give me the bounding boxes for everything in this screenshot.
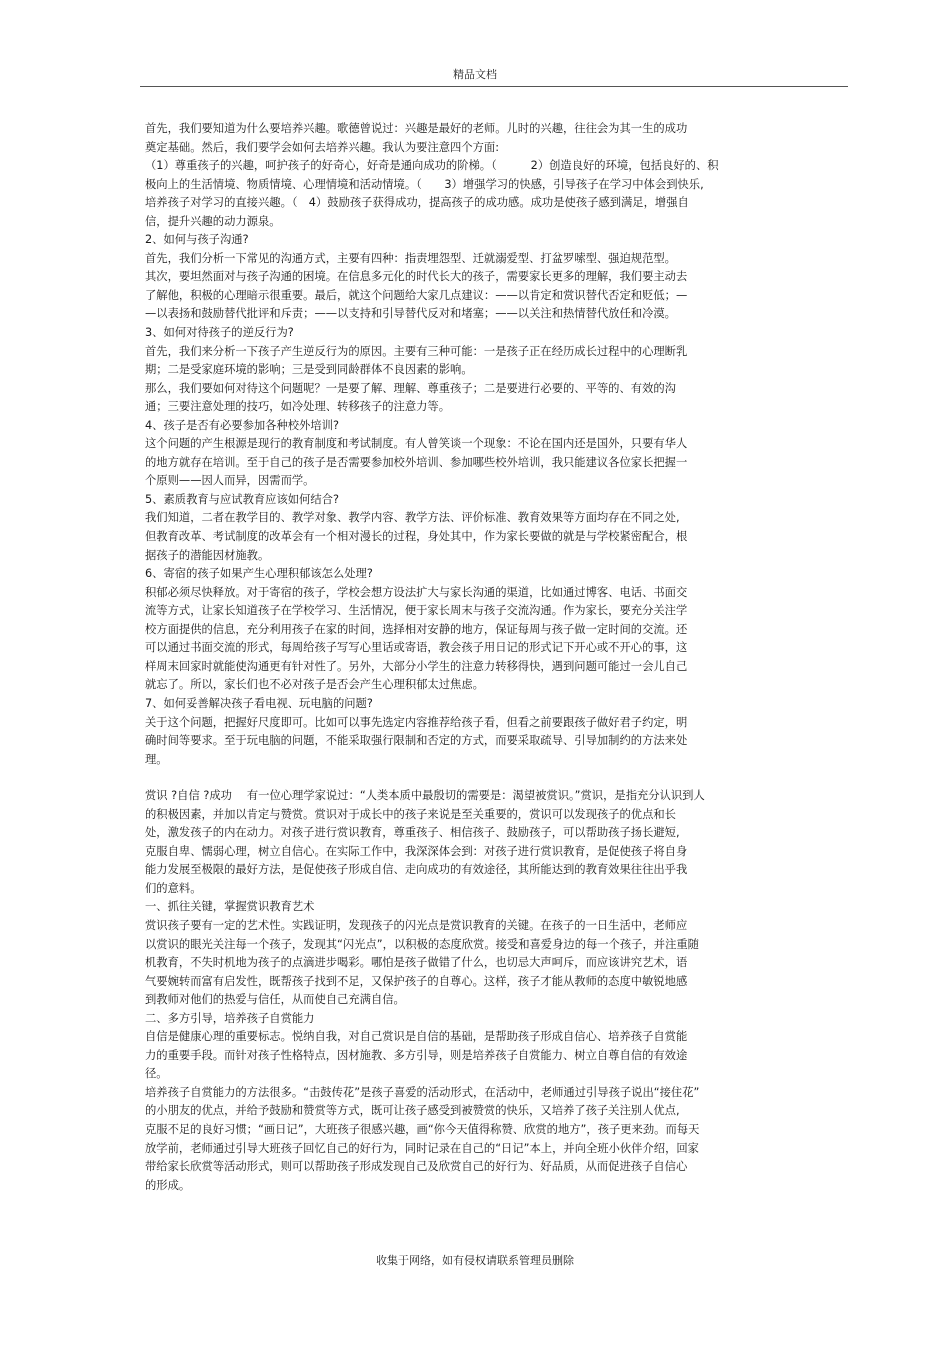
header-divider [140, 86, 848, 87]
document-body [145, 120, 815, 1195]
text-line: 自信是健康心理的重要标志。悦纳自我，对自己赏识是自信的基础，是帮助孩子形成自信心、培养孩子自赏能 [145, 1030, 688, 1044]
qa-section [145, 120, 815, 769]
text-line: 期；二是受家庭环境的影响；三是受到同龄群体不良因素的影响。 [145, 363, 473, 377]
text-line: 确时间等要求。至于玩电脑的问题，不能采取强行限制和否定的方式，而要采取疏导、引导加制约的方法来处 [145, 734, 688, 748]
text-line: 6、寄宿的孩子如果产生心理积郁该怎么处理? [145, 567, 373, 581]
text-line: 克服不足的良好习惯；“画日记”，大班孩子很感兴趣，画“你今天值得称赞、欣赏的地方”，孩子更来劲。而每天 [145, 1122, 700, 1136]
text-line: 样周末回家时就能使沟通更有针对性了。另外，大部分小学生的注意力转移得快，遇到问题可能过一会儿自己 [145, 659, 688, 673]
text-line: 4、孩子是否有必要参加各种校外培训? [145, 418, 339, 432]
text-line: 但教育改革、考试制度的改革会有一个相对漫长的过程，身处其中，作为家长要做的就是与学校紧密配合，根 [145, 530, 688, 544]
text-line: 校方面提供的信息，充分利用孩子在家的时间，选择相对安静的地方，保证每周与孩子做一定时间的交流。还 [145, 622, 688, 636]
text-line: 2、如何与孩子沟通? [145, 233, 249, 247]
appreciation-section [145, 787, 815, 1195]
page-header: 精品文档 [453, 68, 497, 81]
text-line: 的积极因素，并加以肯定与赞赏。赏识对于成长中的孩子来说是至关重要的，赏识可以发现孩子的优点和长 [145, 807, 676, 821]
text-line: 首先，我们要知道为什么要培养兴趣。歌德曾说过：兴趣是最好的老师。儿时的兴趣，往往会为其一生的成功 [145, 122, 688, 135]
text-line: 能力发展至极限的最好方法，是促使孩子形成自信、走向成功的有效途径，其所能达到的教育效果往往出乎我 [145, 863, 688, 877]
text-line: 3、如何对待孩子的逆反行为? [145, 326, 294, 340]
text-line: —以表扬和鼓励替代批评和斥责；——以支持和引导替代反对和堵塞；——以关注和热情替代放任和冷漠。 [145, 307, 676, 321]
text-line: 首先，我们分析一下常见的沟通方式，主要有四种：指责埋怨型、迁就溺爱型、打盆罗嗦型、强迫规范型。 [145, 251, 676, 265]
text-line: 们的意料。 [145, 881, 202, 895]
text-line: 二、多方引导，培养孩子自赏能力 [145, 1011, 315, 1025]
text-line: 7、如何妥善解决孩子看电视、玩电脑的问题? [145, 696, 373, 710]
text-line: 培养孩子对学习的直接兴趣。（ 4）鼓励孩子获得成功，提高孩子的成功感。成功是使孩子感到满足，增强自 [145, 196, 689, 210]
text-line: 流等方式，让家长知道孩子在学校学习、生活情况，便于家长周末与孩子交流沟通。作为家长，要充分关注学 [145, 604, 688, 618]
text-line: 的形成。 [145, 1178, 191, 1192]
text-line: 那么，我们要如何对待这个问题呢？一是要了解、理解、尊重孩子；二是要进行必要的、平等的、有效的沟 [145, 381, 676, 395]
text-line: 气要婉转而富有启发性，既帮孩子找到不足，又保护孩子的自尊心。这样，孩子才能从教师的态度中敏锐地感 [145, 974, 688, 988]
page-footer: 收集于网络，如有侵权请联系管理员删除 [376, 1254, 574, 1267]
text-line: 机教育，不失时机地为孩子的点滴进步喝彩。哪怕是孩子做错了什么，也切忌大声呵斥，而应该讲究艺术，语 [145, 956, 688, 970]
text-line: 通；三要注意处理的技巧，如冷处理、转移孩子的注意力等。 [145, 400, 451, 414]
text-line: 赏识 ?自信 ?成功 有一位心理学家说过：“人类本质中最殷切的需要是：渴望被赏识。”赏识，是指充分认识到人 [145, 789, 705, 803]
text-line: （1）尊重孩子的兴趣，呵护孩子的好奇心，好奇是通向成功的阶梯。（ 2）创造良好的环境，包括良好的、积 [145, 159, 719, 173]
text-line: 的地方就存在培训。至于自己的孩子是否需要参加校外培训、参加哪些校外培训，我只能建议各位家长把握一 [145, 455, 688, 469]
text-line: 径。 [145, 1067, 168, 1081]
text-line: 了解他，积极的心理暗示很重要。最后，就这个问题给大家几点建议：——以肯定和赏识替代否定和贬低；— [145, 288, 688, 302]
text-line: 信，提升兴趣的动力源泉。 [145, 214, 281, 228]
text-line: 到教师对他们的热爱与信任，从而使自己充满自信。 [145, 993, 405, 1007]
text-line: 5、素质教育与应试教育应该如何结合? [145, 492, 339, 506]
text-line: 克服自卑、懦弱心理，树立自信心。在实际工作中，我深深体会到：对孩子进行赏识教育，是促使孩子将自身 [145, 844, 688, 858]
text-line: 一、抓往关键，掌握赏识教育艺术 [145, 900, 315, 914]
text-line: 就忘了。所以，家长们也不必对孩子是否会产生心理积郁太过焦虑。 [145, 678, 484, 692]
section-gap [145, 769, 815, 787]
text-line: 以赏识的眼光关注每一个孩子，发现其“闪光点”，以积极的态度欣赏。接受和喜爱身边的每一个孩子，并注重随 [145, 937, 699, 951]
text-line: 赏识孩子要有一定的艺术性。实践证明，发现孩子的闪光点是赏识教育的关键。在孩子的一日生活中，老师应 [145, 918, 688, 932]
text-line: 可以通过书面交流的形式，每周给孩子写写心里话或寄语，教会孩子用日记的形式记下开心或不开心的事，这 [145, 641, 688, 655]
text-line: 处，激发孩子的内在动力。对孩子进行赏识教育，尊重孩子、相信孩子、鼓励孩子，可以帮助孩子扬长避短, [145, 826, 680, 840]
text-line: 首先，我们来分析一下孩子产生逆反行为的原因。主要有三种可能：一是孩子正在经历成长过程中的心理断乳 [145, 344, 688, 358]
text-line: 放学前，老师通过引导大班孩子回忆自己的好行为，同时记录在自己的“日记”本上，并向全班小伙伴介绍，回家 [145, 1141, 699, 1155]
text-line: 理。 [145, 752, 168, 766]
text-line: 个原则——因人而异，因需而学。 [145, 474, 315, 488]
text-line: 带给家长欣赏等活动形式，则可以帮助孩子形成发现自己及欣赏自己的好行为、好品质，从而促进孩子自信心 [145, 1160, 688, 1174]
text-line: 力的重要手段。而针对孩子性格特点，因材施教、多方引导，则是培养孩子自赏能力、树立自尊自信的有效途 [145, 1048, 688, 1062]
text-line: 的小朋友的优点，并给予鼓励和赞赏等方式，既可让孩子感受到被赞赏的快乐，又培养了孩子关注别人优点, [145, 1104, 680, 1118]
text-line: 我们知道，二者在教学目的、教学对象、教学内容、教学方法、评价标准、教育效果等方面均存在不同之处, [145, 511, 680, 525]
text-line: 奠定基础。然后，我们要学会如何去培养兴趣。我认为要注意四个方面: [145, 140, 500, 154]
text-line: 关于这个问题，把握好尺度即可。比如可以事先选定内容推荐给孩子看，但看之前要跟孩子做好君子约定，明 [145, 715, 688, 729]
text-line: 极向上的生活情境、物质情境、心理情境和活动情境。（ 3）增强学习的快感，引导孩子在学习中体会到快乐, [145, 177, 704, 191]
text-line: 积郁必须尽快释放。对于寄宿的孩子，学校会想方设法扩大与家长沟通的渠道，比如通过博客、电话、书面交 [145, 585, 688, 599]
text-line: 其次，要坦然面对与孩子沟通的困境。在信息多元化的时代长大的孩子，需要家长更多的理解，我们要主动去 [145, 270, 688, 284]
text-line: 据孩子的潜能因材施教。 [145, 548, 270, 562]
text-line: 这个问题的产生根源是现行的教育制度和考试制度。有人曾笑谈一个现象：不论在国内还是国外，只要有华人 [145, 437, 688, 451]
text-line: 培养孩子自赏能力的方法很多。“击鼓传花”是孩子喜爱的活动形式，在活动中，老师通过引导孩子说出“接住花” [145, 1085, 700, 1099]
